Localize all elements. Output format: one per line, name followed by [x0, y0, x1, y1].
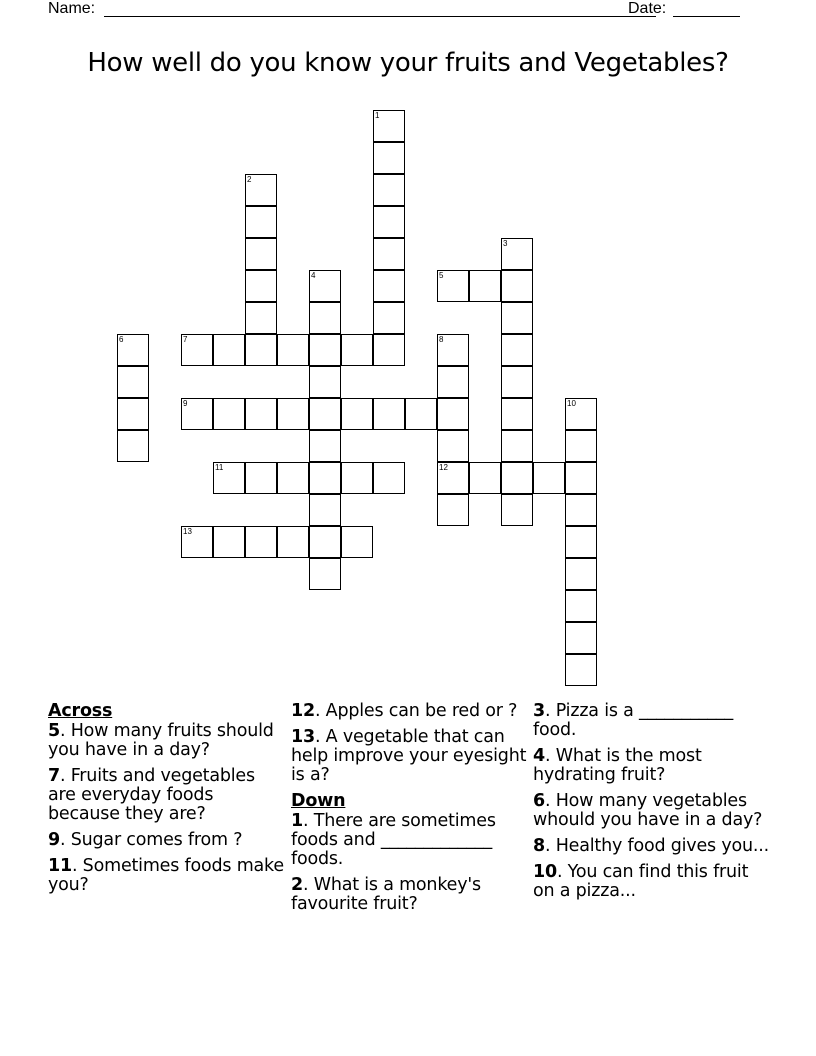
crossword-cell[interactable] [565, 526, 597, 558]
across-heading: Across [48, 701, 113, 721]
crossword-cell[interactable] [309, 366, 341, 398]
crossword-cell[interactable] [309, 558, 341, 590]
crossword-cell[interactable] [309, 334, 341, 366]
clue-item-number: 7 [48, 766, 60, 786]
crossword-cell[interactable] [245, 334, 277, 366]
name-label: Name: [48, 0, 96, 17]
clue-item-text: . How many vegetables whould you have in a day? [533, 791, 763, 830]
crossword-cell[interactable] [437, 430, 469, 462]
crossword-cell[interactable] [373, 270, 405, 302]
crossword-cell[interactable] [245, 302, 277, 334]
crossword-cell[interactable] [309, 526, 341, 558]
crossword-cell[interactable] [565, 398, 597, 430]
clue-item-text: . Apples can be red or ? [314, 701, 518, 721]
clue-item-text: . A vegetable that can help improve your eyesight is a? [291, 727, 527, 785]
crossword-cell[interactable] [373, 462, 405, 494]
clue-number: 1 [375, 111, 380, 120]
clue-item [291, 812, 527, 869]
crossword-cell[interactable] [277, 334, 309, 366]
crossword-cell[interactable] [437, 494, 469, 526]
crossword-cell[interactable] [437, 398, 469, 430]
crossword-cell[interactable] [565, 430, 597, 462]
crossword-cell[interactable] [181, 526, 213, 558]
crossword-cell[interactable] [213, 462, 245, 494]
crossword-cell[interactable] [181, 334, 213, 366]
clue-item [533, 792, 769, 830]
clue-item-text: . What is the most hydrating fruit? [533, 746, 702, 785]
crossword-cell[interactable] [309, 270, 341, 302]
crossword-cell[interactable] [341, 462, 373, 494]
clue-number: 5 [439, 271, 444, 280]
page-title: How well do you know your fruits and Vegetables? [87, 48, 729, 78]
crossword-cell[interactable] [245, 238, 277, 270]
crossword-cell[interactable] [341, 334, 373, 366]
clue-item-number: 1 [291, 811, 303, 831]
crossword-cell[interactable] [565, 558, 597, 590]
clue-item [291, 876, 527, 914]
clue-item [48, 831, 284, 850]
crossword-cell[interactable] [277, 526, 309, 558]
clue-item-text: . You can find this fruit on a pizza... [533, 862, 749, 901]
crossword-cell[interactable] [501, 366, 533, 398]
crossword-cell[interactable] [245, 270, 277, 302]
across-clues-continued [291, 702, 527, 785]
clue-item [48, 857, 284, 895]
crossword-cell[interactable] [373, 302, 405, 334]
crossword-cell[interactable] [309, 462, 341, 494]
clue-number: 11 [215, 463, 224, 472]
crossword-cell[interactable] [565, 622, 597, 654]
crossword-cell[interactable] [565, 462, 597, 494]
clue-item-number: 10 [533, 862, 557, 882]
crossword-cell[interactable] [277, 398, 309, 430]
clue-item [533, 863, 769, 901]
crossword-cell[interactable] [117, 366, 149, 398]
crossword-cell[interactable] [501, 334, 533, 366]
crossword-cell[interactable] [437, 270, 469, 302]
down-clues-continued [533, 702, 769, 901]
clue-number: 13 [183, 527, 192, 536]
clue-item-number: 4 [533, 746, 545, 766]
crossword-cell[interactable] [565, 590, 597, 622]
crossword-cell[interactable] [309, 398, 341, 430]
clue-item [533, 837, 769, 856]
crossword-cell[interactable] [469, 270, 501, 302]
crossword-cell[interactable] [341, 526, 373, 558]
crossword-cell[interactable] [501, 238, 533, 270]
crossword-cell[interactable] [373, 398, 405, 430]
crossword-cell[interactable] [373, 142, 405, 174]
crossword-cell[interactable] [309, 302, 341, 334]
crossword-cell[interactable] [245, 462, 277, 494]
clue-item-number: 8 [533, 836, 545, 856]
date-label: Date: [628, 0, 667, 17]
clues-column-2 [291, 702, 527, 921]
clue-item-text: . There are sometimes foods and _____________ foods. [291, 811, 496, 869]
crossword-cell[interactable] [501, 270, 533, 302]
clue-number: 2 [247, 175, 252, 184]
crossword-cell[interactable] [245, 206, 277, 238]
clue-item [48, 767, 284, 824]
crossword-cell[interactable] [213, 334, 245, 366]
clue-item-text: . Sugar comes from ? [59, 830, 243, 850]
crossword-cell[interactable] [501, 430, 533, 462]
clue-item-number: 5 [48, 721, 60, 741]
crossword-cell[interactable] [373, 110, 405, 142]
crossword-cell[interactable] [533, 462, 565, 494]
clue-item [533, 702, 769, 740]
clue-item-number: 6 [533, 791, 545, 811]
crossword-cell[interactable] [181, 398, 213, 430]
clue-item-number: 13 [291, 727, 315, 747]
crossword-cell[interactable] [245, 398, 277, 430]
clue-item-text: . How many fruits should you have in a day? [48, 721, 274, 760]
clue-item [48, 722, 284, 760]
clue-item-number: 9 [48, 830, 60, 850]
crossword-cell[interactable] [437, 334, 469, 366]
crossword-cell[interactable] [373, 174, 405, 206]
crossword-cell[interactable] [309, 430, 341, 462]
crossword-cell[interactable] [117, 334, 149, 366]
clue-item [533, 747, 769, 785]
clue-item-text: . Sometimes foods make you? [48, 856, 284, 895]
crossword-cell[interactable] [405, 398, 437, 430]
across-clues-list [48, 722, 284, 895]
clue-number: 8 [439, 335, 444, 344]
crossword-cell[interactable] [277, 462, 309, 494]
crossword-cell[interactable] [565, 654, 597, 686]
clue-number: 6 [119, 335, 124, 344]
crossword-cell[interactable] [245, 526, 277, 558]
crossword-cell[interactable] [117, 430, 149, 462]
down-heading: Down [291, 791, 346, 811]
crossword-cell[interactable] [373, 334, 405, 366]
down-clues-list [291, 812, 527, 914]
clue-item-text: . What is a monkey's favourite fruit? [291, 875, 481, 914]
crossword-cell[interactable] [437, 366, 469, 398]
clue-item-number: 3 [533, 701, 545, 721]
crossword-cell[interactable] [309, 494, 341, 526]
clue-item-number: 11 [48, 856, 72, 876]
clue-item [291, 728, 527, 785]
clue-item-text: . Pizza is a ___________ food. [533, 701, 734, 740]
clue-number: 3 [503, 239, 508, 248]
crossword-cell[interactable] [373, 206, 405, 238]
clue-item [291, 702, 527, 721]
clue-number: 9 [183, 399, 188, 408]
clue-number: 10 [567, 399, 576, 408]
crossword-cell[interactable] [565, 494, 597, 526]
crossword-cell[interactable] [501, 398, 533, 430]
crossword-cell[interactable] [341, 398, 373, 430]
clue-item-text: . Healthy food gives you... [544, 836, 769, 856]
clue-item-number: 12 [291, 701, 315, 721]
crossword-cell[interactable] [373, 238, 405, 270]
clue-number: 12 [439, 463, 448, 472]
crossword-cell[interactable] [245, 174, 277, 206]
clues-column-3 [533, 702, 769, 908]
crossword-cell[interactable] [213, 526, 245, 558]
clues-column-1 [48, 702, 284, 902]
crossword-cell[interactable] [117, 398, 149, 430]
clue-number: 4 [311, 271, 316, 280]
crossword-cell[interactable] [213, 398, 245, 430]
crossword-cell[interactable] [501, 462, 533, 494]
crossword-cell[interactable] [501, 494, 533, 526]
crossword-cell[interactable] [501, 302, 533, 334]
clue-item-text: . Fruits and vegetables are everyday foods because they are? [48, 766, 255, 824]
crossword-cell[interactable] [469, 462, 501, 494]
crossword-cell[interactable] [437, 462, 469, 494]
clue-number: 7 [183, 335, 188, 344]
clue-item-number: 2 [291, 875, 303, 895]
